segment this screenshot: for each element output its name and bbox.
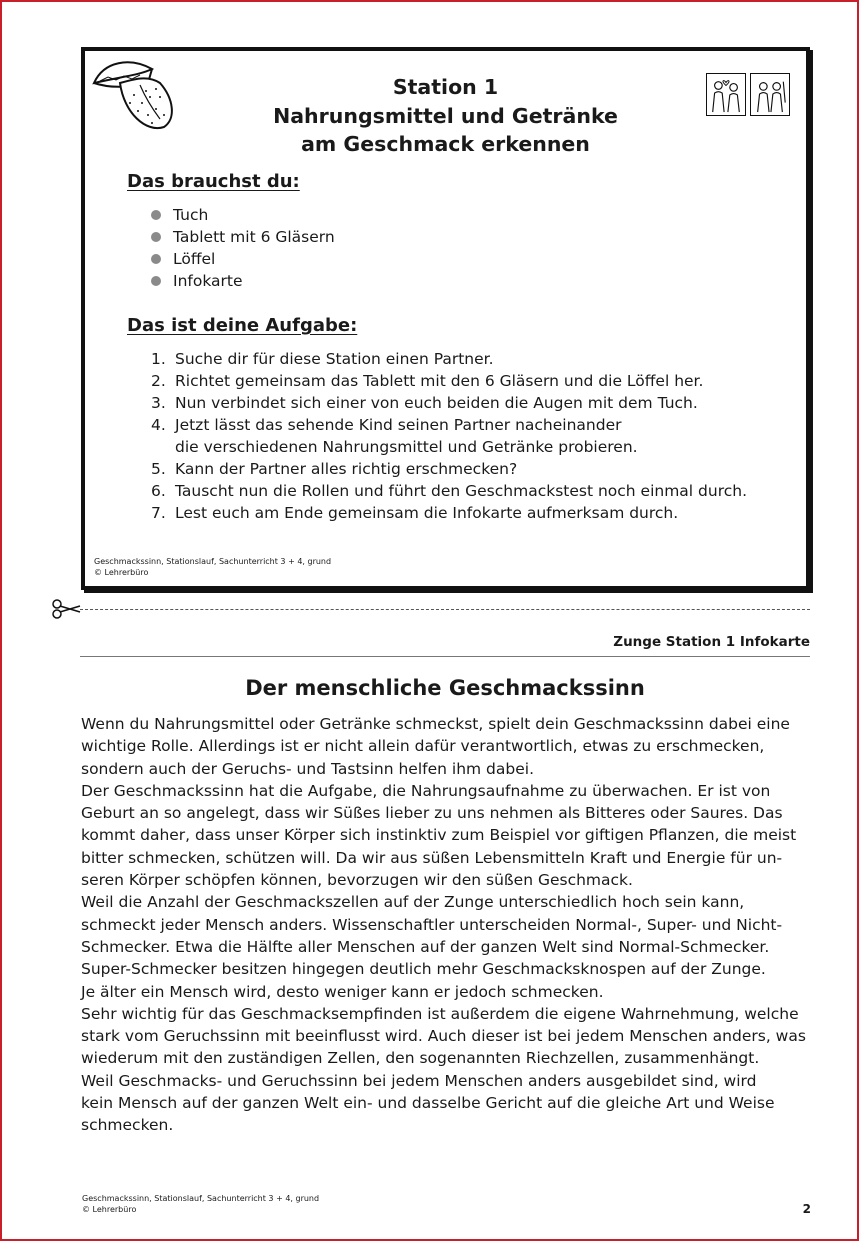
card-footer-source: Geschmackssinn, Stationslauf, Sachunterricht 3 + 4, grund [94,557,332,566]
task-text: Tauscht nun die Rollen und führt den Geschmackstest noch einmal durch. [175,482,748,500]
header-divider [80,656,810,657]
page-footer-copyright: © Lehrerbüro [82,1205,137,1214]
infocard-text-line: Sehr wichtig für das Geschmacksempfinden ist außerdem die eigene Wahrnehmung, welche [81,1004,799,1023]
task-list [151,348,747,524]
task-number: 2. [151,372,166,390]
station-title-line: am Geschmack erkennen [301,132,590,156]
infocard-text-line: kommt daher, dass unser Körper sich instinktiv zum Beispiel vor giftigen Pflanzen, die meist [81,826,797,845]
task-item [151,458,747,480]
infocard-text-line: stark vom Geruchssinn mit beeinflusst wird. Auch dieser ist bei jedem Menschen anders, was [81,1027,806,1046]
task-text: die verschiedenen Nahrungsmittel und Getränke probieren. [175,438,638,456]
bullet-icon [151,232,161,242]
task-item [151,392,747,414]
task-text: Suche dir für diese Station einen Partner. [175,350,494,368]
station-title [85,73,806,159]
materials-list [151,204,335,292]
task-number: 4. [151,416,166,434]
infocard-text-line: sondern auch der Geruchs- und Tastsinn helfen ihm dabei. [81,759,534,778]
materials-heading: Das brauchst du: [127,171,300,192]
infocard-text-line: Der Geschmackssinn hat die Aufgabe, die Nahrungsaufnahme zu überwachen. Er ist von [81,781,771,800]
infocard-text-line: Schmecker. Etwa die Hälfte aller Menschen auf der ganzen Welt sind Normal-Schmecker. [81,937,770,956]
infocard-text-line: seren Körper schöpfen können, bevorzugen wir den süßen Geschmack. [81,871,633,890]
infocard-text-line: Wenn du Nahrungsmittel oder Getränke schmeckst, spielt dein Geschmackssinn dabei eine [81,715,790,733]
list-item-label: Tablett mit 6 Gläsern [173,228,335,246]
infocard-text-line: Weil die Anzahl der Geschmackszellen auf der Zunge unterschiedlich hoch sein kann, [81,893,745,912]
infocard-text-line: wiederum mit den zuständigen Zellen, den sogenannten Riechzellen, zusammenhängt. [81,1049,760,1068]
infocard-text-line: kein Mensch auf der ganzen Welt ein- und dasselbe Gericht auf die gleiche Art und Weise [81,1094,775,1113]
bullet-icon [151,210,161,220]
task-number: 6. [151,482,166,500]
task-number: 1. [151,350,166,368]
task-text: Jetzt lässt das sehende Kind seinen Partner nacheinander [175,416,622,434]
card-footer-copyright: © Lehrerbüro [94,568,149,577]
infocard-text-line: schmeckt jeder Mensch anders. Wissenschaftler unterscheiden Normal-, Super- und Nicht- [81,915,783,934]
infocard-text-line: Je älter ein Mensch wird, desto weniger kann er jedoch schmecken. [81,982,604,1001]
infocard-text-line: Super-Schmecker besitzen hingegen deutlich mehr Geschmacksknospen auf der Zunge. [81,960,766,979]
task-item [151,370,747,392]
task-number: 7. [151,504,166,522]
bullet-icon [151,254,161,264]
task-item [151,348,747,370]
list-item-label: Tuch [173,206,209,224]
task-heading: Das ist deine Aufgabe: [127,315,358,336]
task-item-continuation [151,436,747,458]
infocard-text-line: Geburt an so angelegt, dass wir Süßes lieber zu uns nehmen als Bitteres oder Saures. Das [81,804,783,823]
task-item [151,502,747,524]
cut-line [80,609,810,610]
task-number: 5. [151,460,166,478]
station-title-line: Station 1 [392,75,499,99]
task-number: 3. [151,394,166,412]
task-text: Nun verbindet sich einer von euch beiden die Augen mit dem Tuch. [175,394,698,412]
card-footer [94,556,331,578]
station-card [81,47,810,590]
task-text: Kann der Partner alles richtig erschmecken? [175,460,518,478]
list-item [151,248,335,270]
page-number: 2 [802,1202,811,1216]
infocard-text [81,713,811,1137]
list-item-label: Löffel [173,250,216,268]
page-footer [82,1193,319,1215]
list-item-label: Infokarte [173,272,243,290]
task-item [151,480,747,502]
infocard-text-line: Weil Geschmacks- und Geruchssinn bei jedem Menschen anders ausgebildet sind, wird [81,1071,757,1090]
scissors-icon [51,599,81,619]
list-item [151,204,335,226]
infocard-title: Der menschliche Geschmackssinn [245,676,645,700]
task-text: Richtet gemeinsam das Tablett mit den 6 Gläsern und die Löffel her. [175,372,704,390]
page-footer-source: Geschmackssinn, Stationslauf, Sachunterricht 3 + 4, grund [82,1194,320,1203]
list-item [151,226,335,248]
list-item [151,270,335,292]
infocard-text-line: wichtige Rolle. Allerdings ist er nicht allein dafür verantwortlich, etwas zu erschmecken, [81,737,765,756]
task-item [151,414,747,436]
infocard-text-line: schmecken. [81,1116,174,1135]
station-title-line: Nahrungsmittel und Getränke [273,103,618,128]
task-text: Lest euch am Ende gemeinsam die Infokarte aufmerksam durch. [175,504,679,522]
infocard-header: Zunge Station 1 Infokarte [613,634,810,650]
infocard-text-line: bitter schmecken, schützen will. Da wir aus süßen Lebensmitteln Kraft und Energie für un- [81,848,783,867]
bullet-icon [151,276,161,286]
